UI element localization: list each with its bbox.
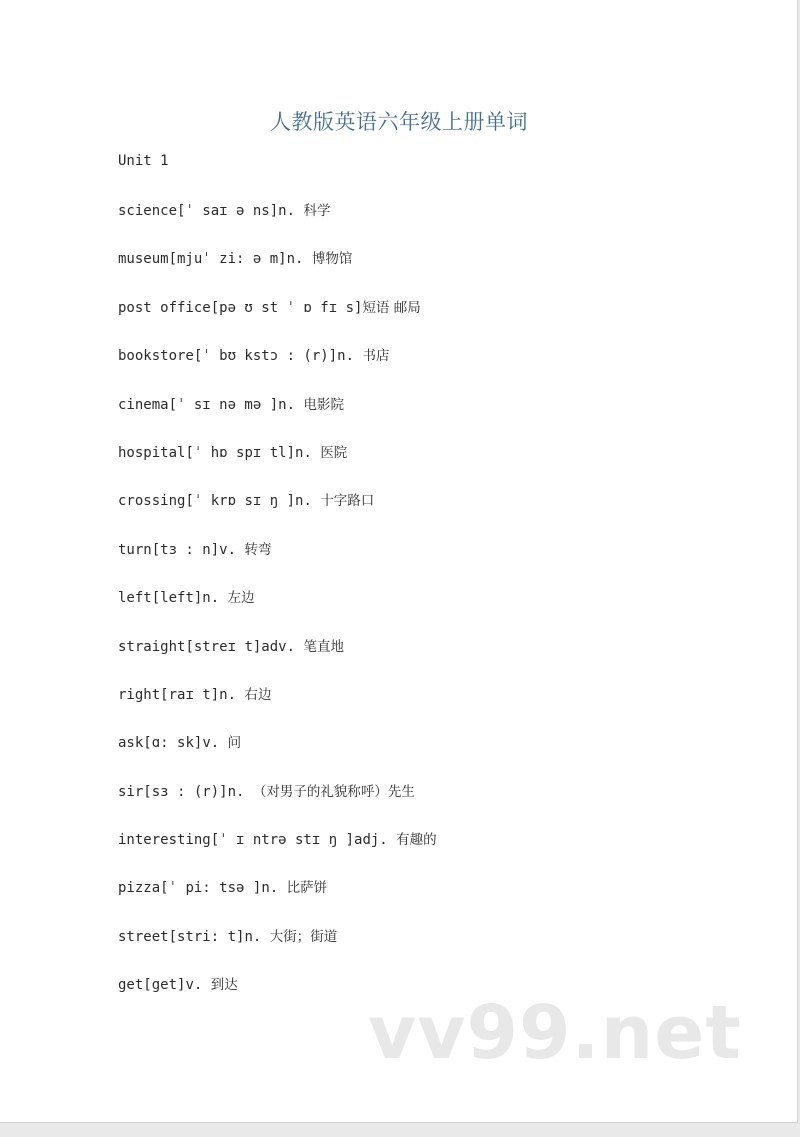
entry-word: cinema: [118, 396, 169, 413]
vocabulary-entry: [118, 927, 437, 975]
entry-phonetic: [get]: [143, 977, 186, 994]
entry-meaning: 笔直地: [303, 638, 344, 655]
vocabulary-list: [118, 201, 437, 1024]
entry-word: bookstore: [118, 348, 194, 365]
vocabulary-entry: [118, 733, 437, 781]
entry-pos: n.: [295, 493, 312, 510]
entry-word: right: [118, 686, 161, 703]
entry-meaning: 博物馆: [311, 251, 353, 268]
entry-phonetic: [ˈ hɒ spɪ tl]: [185, 444, 296, 461]
entry-phonetic: [sɜ : (r)]: [143, 783, 228, 800]
entry-pos: n.: [202, 590, 220, 607]
entry-word: ask: [118, 735, 144, 752]
vocabulary-entry: [118, 685, 437, 733]
vocabulary-entry: [118, 298, 437, 346]
entry-word: pizza: [118, 880, 161, 897]
entry-pos: v.: [185, 977, 203, 994]
entry-phonetic: [ɑ: sk]: [143, 735, 203, 752]
entry-pos: n.: [219, 686, 237, 703]
entry-pos: n.: [278, 396, 296, 413]
entry-word: get: [118, 977, 144, 994]
vocabulary-entry: [118, 491, 437, 539]
entry-pos: n.: [295, 444, 312, 461]
entry-word: sir: [118, 783, 144, 800]
vocabulary-entry: [118, 540, 437, 588]
entry-meaning: （对男子的礼貌称呼）先生: [252, 783, 415, 800]
entry-pos: adj.: [354, 832, 388, 849]
vocabulary-entry: [118, 830, 437, 878]
entry-word: interesting: [118, 832, 211, 849]
entry-meaning: 有趣的: [396, 832, 437, 849]
vocabulary-entry: [118, 346, 437, 394]
entry-word: science: [118, 203, 178, 219]
entry-meaning: 科学: [303, 203, 331, 219]
entry-meaning: 医院: [320, 444, 348, 461]
entry-pos: n.: [261, 880, 279, 897]
entry-meaning: 电影院: [303, 396, 344, 413]
entry-meaning: 短语 邮局: [362, 299, 421, 316]
entry-meaning: 书店: [362, 348, 390, 365]
entry-phonetic: [left]: [151, 590, 203, 607]
entry-word: hospital: [118, 444, 186, 461]
entry-phonetic: [ˈ ɪ ntrə stɪ ŋ ]: [210, 832, 355, 849]
entry-meaning: 左边: [227, 590, 255, 607]
vocabulary-entry: [118, 249, 437, 297]
entry-phonetic: [ˈ pi: tsə ]: [160, 880, 262, 897]
entry-word: post office: [118, 299, 211, 316]
vocabulary-entry: [118, 201, 437, 249]
entry-phonetic: [mjuˈ zi: ə m]: [168, 251, 287, 268]
entry-pos: n.: [286, 251, 304, 268]
entry-word: left: [118, 590, 152, 607]
entry-meaning: 十字路口: [320, 493, 375, 510]
entry-meaning: 大街；街道: [269, 928, 338, 945]
entry-meaning: 右边: [244, 686, 272, 703]
vocabulary-entry: [118, 443, 437, 491]
entry-meaning: 比萨饼: [286, 880, 328, 897]
vocabulary-entry: [118, 878, 437, 926]
vocabulary-entry: [118, 588, 437, 636]
document-title: 人教版英语六年级上册单词: [270, 110, 528, 134]
entry-phonetic: [ˈ krɒ sɪ ŋ ]: [185, 493, 296, 510]
watermark-text: vv99.net: [368, 990, 742, 1076]
entry-word: turn: [118, 541, 152, 558]
entry-meaning: 到达: [210, 977, 238, 994]
entry-word: straight: [118, 638, 186, 655]
entry-phonetic: [ˈ bʊ kstɔ : (r)]: [193, 348, 338, 365]
entry-word: crossing: [118, 493, 186, 510]
entry-phonetic: [streɪ t]: [185, 638, 262, 655]
entry-meaning: 问: [227, 735, 242, 752]
entry-pos: adv.: [261, 638, 296, 655]
entry-pos: v.: [219, 541, 237, 558]
entry-meaning: 转弯: [244, 541, 272, 558]
entry-phonetic: [raɪ t]: [160, 686, 220, 703]
vocabulary-entry: [118, 395, 437, 443]
entry-pos: n.: [337, 348, 355, 365]
entry-pos: n.: [244, 928, 262, 945]
entry-pos: n.: [278, 203, 296, 219]
entry-word: museum: [118, 251, 169, 268]
entry-phonetic: [tɜ : n]: [151, 541, 220, 558]
entry-phonetic: [ˈ sɪ nə mə ]: [168, 396, 279, 413]
entry-phonetic: [pə ʊ st ˈ ɒ fɪ s]: [210, 299, 363, 316]
unit-heading: Unit 1: [118, 153, 169, 169]
entry-word: street: [118, 928, 169, 945]
entry-pos: n.: [227, 783, 245, 800]
entry-phonetic: [ˈ saɪ ə ns]: [177, 203, 279, 219]
entry-pos: v.: [202, 735, 220, 752]
entry-phonetic: [stri: t]: [168, 928, 245, 945]
vocabulary-entry: [118, 782, 437, 830]
vocabulary-entry: [118, 637, 437, 685]
